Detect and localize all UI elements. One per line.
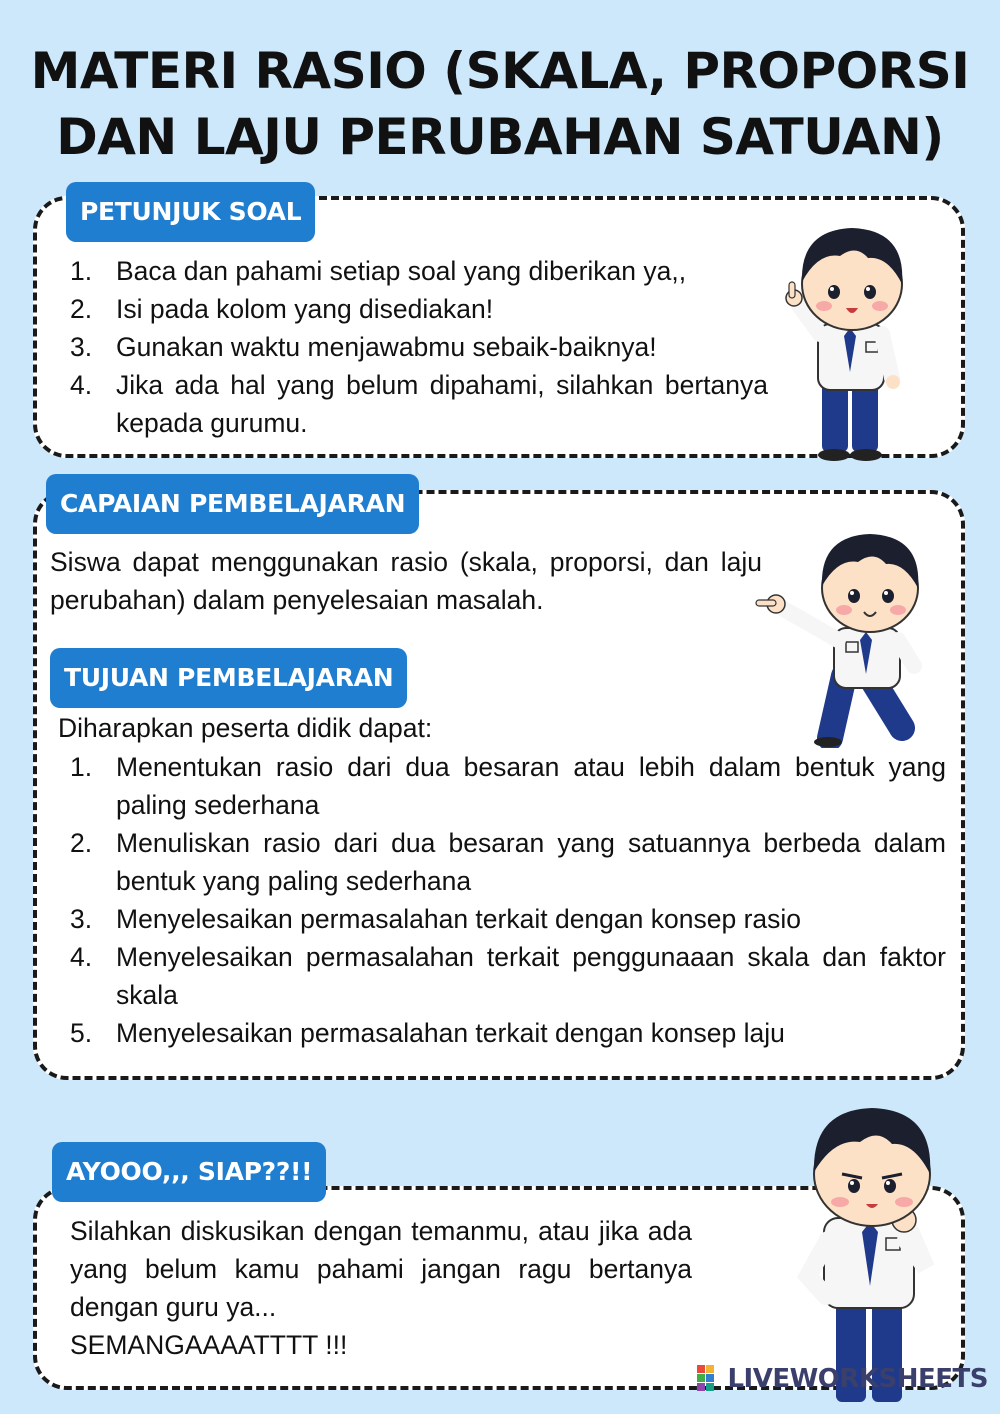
liveworksheets-logo-icon xyxy=(697,1365,723,1391)
list-number: 4. xyxy=(70,942,93,972)
student-pointing-up-illustration xyxy=(770,212,930,462)
petunjuk-list xyxy=(70,252,768,442)
page-title xyxy=(0,38,1000,170)
list-text: Isi pada kolom yang disediakan! xyxy=(116,294,494,324)
liveworksheets-watermark xyxy=(697,1364,988,1394)
list-number: 1. xyxy=(70,256,93,286)
list-item xyxy=(70,900,946,938)
list-item xyxy=(70,748,946,824)
student-pointing-left-illustration xyxy=(752,516,942,748)
petunjuk-badge: PETUNJUK SOAL xyxy=(66,182,315,242)
list-number: 1. xyxy=(70,752,93,782)
list-number: 2. xyxy=(70,294,93,324)
list-number: 2. xyxy=(70,828,93,858)
tujuan-intro: Diharapkan peserta didik dapat: xyxy=(58,713,433,743)
list-item xyxy=(70,252,768,290)
tujuan-badge: TUJUAN PEMBELAJARAN xyxy=(50,648,407,708)
list-text: Menentukan rasio dari dua besaran atau lebih dalam bentuk yang paling sederhana xyxy=(116,752,946,820)
list-item xyxy=(70,290,768,328)
watermark-text: LIVEWORKSHEETS xyxy=(727,1364,988,1394)
list-item xyxy=(70,1014,946,1052)
title-line-1: MATERI RASIO (SKALA, PROPORSI xyxy=(30,42,970,100)
list-item xyxy=(70,938,946,1014)
list-text: Menyelesaikan permasalahan terkait dengan konsep rasio xyxy=(116,904,802,934)
ayo-text: Silahkan diskusikan dengan temanmu, atau jika ada yang belum kamu pahami jangan ragu bertanya dengan guru ya... xyxy=(70,1216,692,1322)
title-line-2: DAN LAJU PERUBAHAN SATUAN) xyxy=(56,108,944,166)
list-text: Menyelesaikan permasalahan terkait dengan konsep laju xyxy=(116,1018,785,1048)
list-number: 3. xyxy=(70,904,93,934)
capaian-badge: CAPAIAN PEMBELAJARAN xyxy=(46,474,419,534)
student-thinking-illustration xyxy=(786,1090,958,1410)
list-text: Gunakan waktu menjawabmu sebaik-baiknya! xyxy=(116,332,657,362)
list-text: Menyelesaikan permasalahan terkait penggunaaan skala dan faktor skala xyxy=(116,942,946,1010)
list-number: 5. xyxy=(70,1018,93,1048)
list-item xyxy=(70,366,768,442)
ayo-shout: SEMANGAAAATTTT !!! xyxy=(70,1330,348,1360)
ayo-badge: AYOOO,,, SIAP??!! xyxy=(52,1142,326,1202)
capaian-text: Siswa dapat menggunakan rasio (skala, proporsi, dan laju perubahan) dalam penyelesaian masalah. xyxy=(50,547,762,615)
list-item xyxy=(70,824,946,900)
tujuan-list xyxy=(70,748,946,1052)
list-text: Baca dan pahami setiap soal yang diberikan ya,, xyxy=(116,256,687,286)
list-number: 3. xyxy=(70,332,93,362)
list-number: 4. xyxy=(70,370,93,400)
list-text: Menuliskan rasio dari dua besaran yang satuannya berbeda dalam bentuk yang paling sederhana xyxy=(116,828,946,896)
list-text: Jika ada hal yang belum dipahami, silahkan bertanya kepada gurumu. xyxy=(116,370,768,438)
list-item xyxy=(70,328,768,366)
